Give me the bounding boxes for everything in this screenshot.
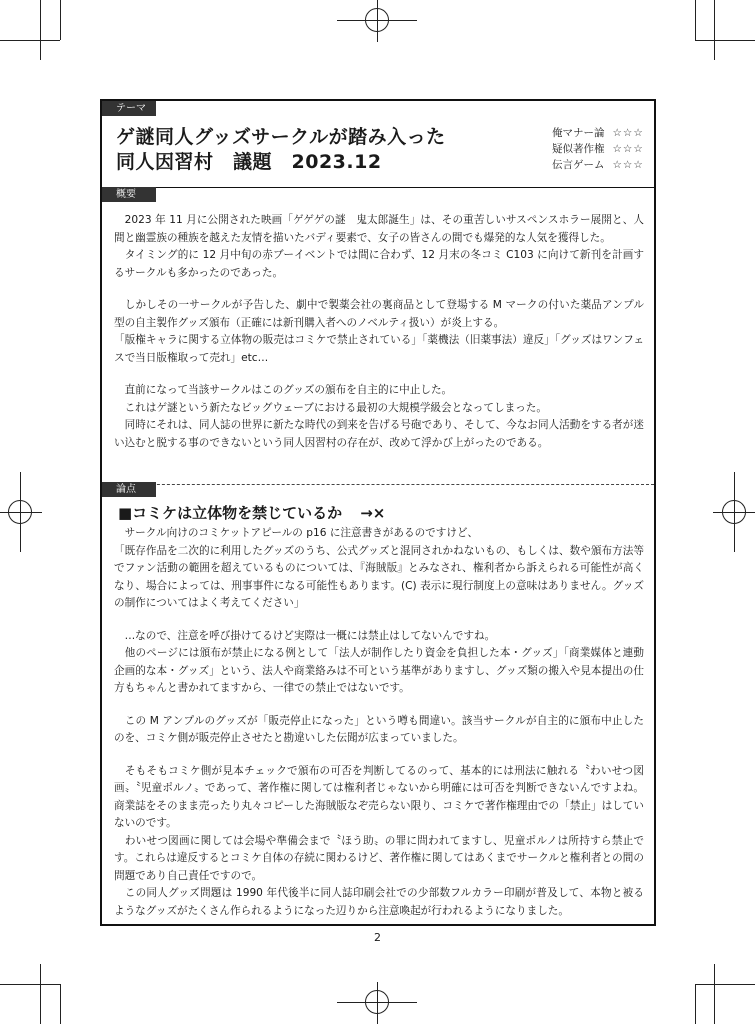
points-paragraph: この M アンプルのグッズが「販売停止になった」という噂も間違い。該当サークルが自主的に頒布中止したのを、コミケ側が販売停止させたと勘違いした伝聞が広まっていました。 bbox=[114, 714, 644, 744]
rating-row bbox=[552, 157, 644, 173]
section-divider-dashed bbox=[102, 484, 654, 485]
points-paragraph: そもそもコミケ側が見本チェックで頒布の可否を判断してるのって、基本的には刑法に触れる〝わいせつ図画〟〝児童ポルノ〟であって、著作権に関しては権利者じゃないから明確には可否を判断できないんですよね。商業誌をそのまま売ったり丸々コピーした海賊版なぞ売らない限り、コミケで著作権理由での「禁止」はしていないのです。 わいせつ図画に関しては会場や準備会まで〝ほう助〟の罪に問われてますし、児童ポルノは所持すら禁止です。これらは違反するとコミケ自体の存続に関わるけど、著作権に関してはあくまでサークルと権利者との間の問題であり自己責任ですので。 この同人グッズ問題は 1990 年代後半に同人誌印刷会社での少部数フルカラー印刷が普及して、本物と被るようなグッズがたくさん作られるようになった辺りから注意喚起が行われるようになりました。 bbox=[114, 764, 644, 917]
summary-paragraph: 2023 年 11 月に公開された映画「ゲゲゲの謎 鬼太郎誕生」は、その重苦しいサスペンスホラー展開と、人間と幽霊族の種族を越えた友情を描いたバディ要素で、女子の皆さんの間でも爆発的な人気を獲得した。 タイミング的に 12 月中旬の赤ブーイベントでは間に合わず、12 月末の冬コミ C103 に向けて新刊を計画するサークルも多かったのであった。 bbox=[114, 214, 644, 279]
points-paragraph: サークル向けのコミケットアピールの p16 に注意書きがあるのですけど、 「既存作品を二次的に利用したグッズのうち、公式グッズと混同されかねないもの、もしくは、数や頒布方法等でファン活動の範囲を超えているものについては、『海賊版』とみなされ、権利者から訴えられる可能性が高くなり、場合によっては、刑事事件になる可能性もあります。(C) 表示に現行制度上の意味はありません。グッズの制作についてはよく考えてください」 bbox=[114, 527, 644, 609]
title-block bbox=[116, 125, 446, 175]
points-body bbox=[114, 525, 644, 920]
summary-paragraph: 直前になって当該サークルはこのグッズの頒布を自主的に中止した。 これはゲ謎という新たなビッグウェーブにおける最初の大規模学級会となってしまった。 同時にそれは、同人誌の世界に新たな時代の到来を告げる号砲であり、そして、今なお同人活動をする者が迷い込むと脱する事のできないという同人因習村の存在が、改めて浮かび上がったのである。 bbox=[114, 384, 644, 449]
points-paragraph: …なので、注意を呼び掛けてるけど実際は一概には禁止はしてないんですね。 他のページには頒布が禁止になる例として「法人が制作したり資金を負担した本・グッズ」「商業媒体と連動企画的な本・グッズ」という、法人や商業絡みは不可という基準がありますし、グッズ類の搬入や見本提出の仕方もちゃんと書かれてますから、一律での禁止ではないです。 bbox=[114, 629, 644, 694]
page-number: 2 bbox=[374, 931, 381, 944]
star-rating-icon: ☆☆☆ bbox=[612, 127, 644, 139]
title-line-1: ゲ謎同人グッズサークルが踏み入った bbox=[116, 126, 446, 148]
star-rating-icon: ☆☆☆ bbox=[612, 143, 644, 155]
ratings-list bbox=[552, 125, 644, 173]
title-line-2: 同人因習村 議題 2023.12 bbox=[116, 151, 382, 173]
article-frame bbox=[100, 99, 656, 926]
star-rating-icon: ☆☆☆ bbox=[612, 159, 644, 171]
summary-paragraph: しかしその一サークルが予告した、劇中で製薬会社の裏商品として登場する M マークの付いた薬品アンプル型の自主製作グッズ頒布（正確には新刊購入者へのノベルティ扱い）が炎上する。 「版権キャラに関する立体物の販売はコミケで禁止されている」「薬機法（旧薬事法）違反」「グッズはワンフェスで当日版権取って売れ」etc… bbox=[114, 299, 644, 364]
heading-text: ■コミケは立体物を禁じているか bbox=[118, 504, 343, 522]
theme-tab: テーマ bbox=[102, 101, 156, 116]
heading-verdict: →× bbox=[360, 504, 386, 522]
rating-row bbox=[552, 125, 644, 141]
summary-tab: 概要 bbox=[102, 187, 156, 202]
points-tab: 論点 bbox=[102, 482, 156, 497]
section-divider bbox=[102, 187, 654, 188]
section-heading bbox=[118, 502, 385, 523]
rating-row bbox=[552, 141, 644, 157]
rating-label: 俺マナー論 bbox=[552, 127, 605, 139]
rating-label: 疑似著作権 bbox=[552, 143, 605, 155]
summary-body bbox=[114, 212, 644, 452]
rating-label: 伝言ゲーム bbox=[552, 159, 605, 171]
